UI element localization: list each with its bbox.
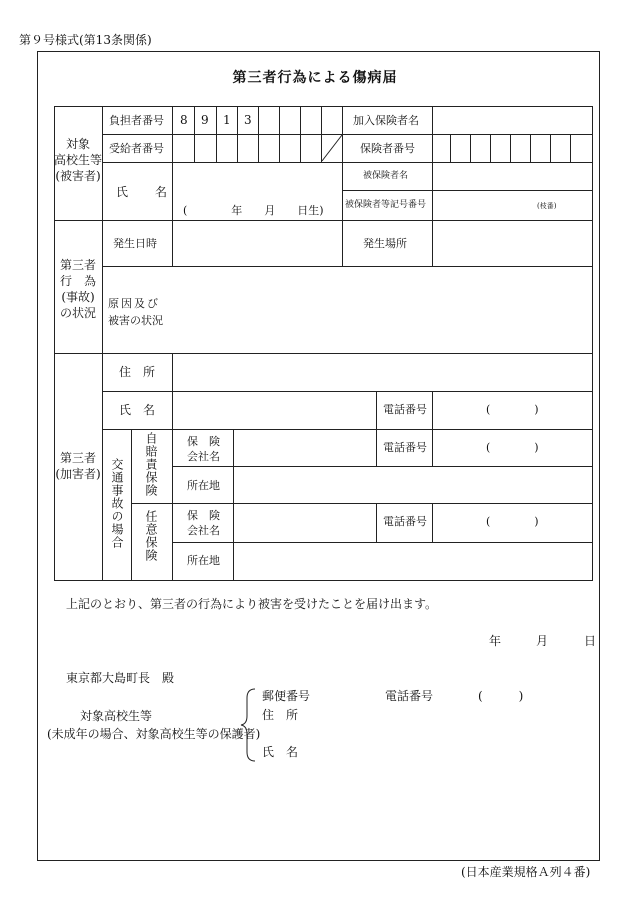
applicant-phone-label: 電話番号	[385, 689, 434, 703]
burden-digit: 9	[201, 113, 209, 127]
voluntary-insurance-label: 任意保険	[144, 510, 158, 562]
voluntary-phone-label: 電話番号	[383, 515, 427, 528]
branch-note: (枝番)	[537, 202, 557, 210]
third-party-phone-label: 電話番号	[383, 403, 427, 416]
third-party-phone-paren: ( )	[486, 403, 539, 416]
applicant-name-label: 氏 名	[262, 745, 299, 759]
applicant-sublabel: (未成年の場合、対象高校生等の保護者)	[47, 727, 261, 741]
insurer-number-label: 保険者番号	[360, 142, 415, 155]
applicant-label: 対象高校生等	[80, 709, 153, 723]
incident-date-label: 発生日時	[113, 237, 157, 250]
insured-card-label: 被保険者等記号番号	[345, 200, 427, 210]
voluntary-company-label: 保 険 会社名	[187, 509, 220, 537]
incident-place-label: 発生場所	[363, 237, 407, 250]
statement-text: 上記のとおり、第三者の行為により被害を受けたことを届け出ます。	[66, 597, 438, 611]
traffic-accident-label: 交通事故の場合	[110, 458, 124, 549]
applicant-phone-paren: ( )	[478, 689, 524, 703]
voluntary-phone-paren: ( )	[486, 515, 539, 528]
compulsory-location-label: 所在地	[187, 479, 220, 492]
burden-digit: 8	[180, 113, 188, 127]
third-party-address-label: 住 所	[119, 365, 156, 379]
burden-digit: 3	[244, 113, 252, 127]
compulsory-insurance-label: 自賠責保険	[144, 432, 158, 497]
burden-digit: 1	[223, 113, 231, 127]
slash-mark	[321, 134, 343, 162]
brace-icon	[240, 688, 258, 762]
incident-section-label: 第三者 行 為 (事故) の状況	[59, 258, 96, 320]
third-party-section-label: 第三者 (加害者)	[55, 451, 101, 481]
postal-code-label: 郵便番号	[262, 689, 311, 703]
insurer-name-label: 加入保険者名	[353, 114, 419, 127]
applicant-address-label: 住 所	[262, 708, 299, 722]
burden-number-label: 負担者番号	[109, 114, 164, 127]
victim-section-label: 対象 高校生等 (被害者)	[54, 137, 103, 183]
form-number: 第９号様式(第13条関係)	[19, 33, 152, 47]
cause-label: 原因及び 被害の状況	[108, 297, 163, 327]
compulsory-phone-label: 電話番号	[383, 441, 427, 454]
footer-note: (日本産業規格Ａ列４番)	[461, 865, 591, 879]
date-month: 月	[536, 634, 549, 648]
compulsory-company-label: 保 険 会社名	[187, 435, 220, 463]
recipient-number-label: 受給者番号	[109, 142, 164, 155]
insured-name-label: 被保険者名	[363, 171, 409, 181]
addressee: 東京都大島町長 殿	[66, 671, 175, 685]
voluntary-location-label: 所在地	[187, 554, 220, 567]
victim-name-label: 氏 名	[116, 185, 169, 199]
birthdate-line: ( 年 月 日生)	[183, 204, 324, 217]
date-day: 日	[584, 634, 597, 648]
compulsory-phone-paren: ( )	[486, 441, 539, 454]
third-party-name-label: 氏 名	[119, 403, 156, 417]
date-year: 年	[489, 634, 502, 648]
form-title: 第三者行為による傷病届	[232, 70, 398, 86]
